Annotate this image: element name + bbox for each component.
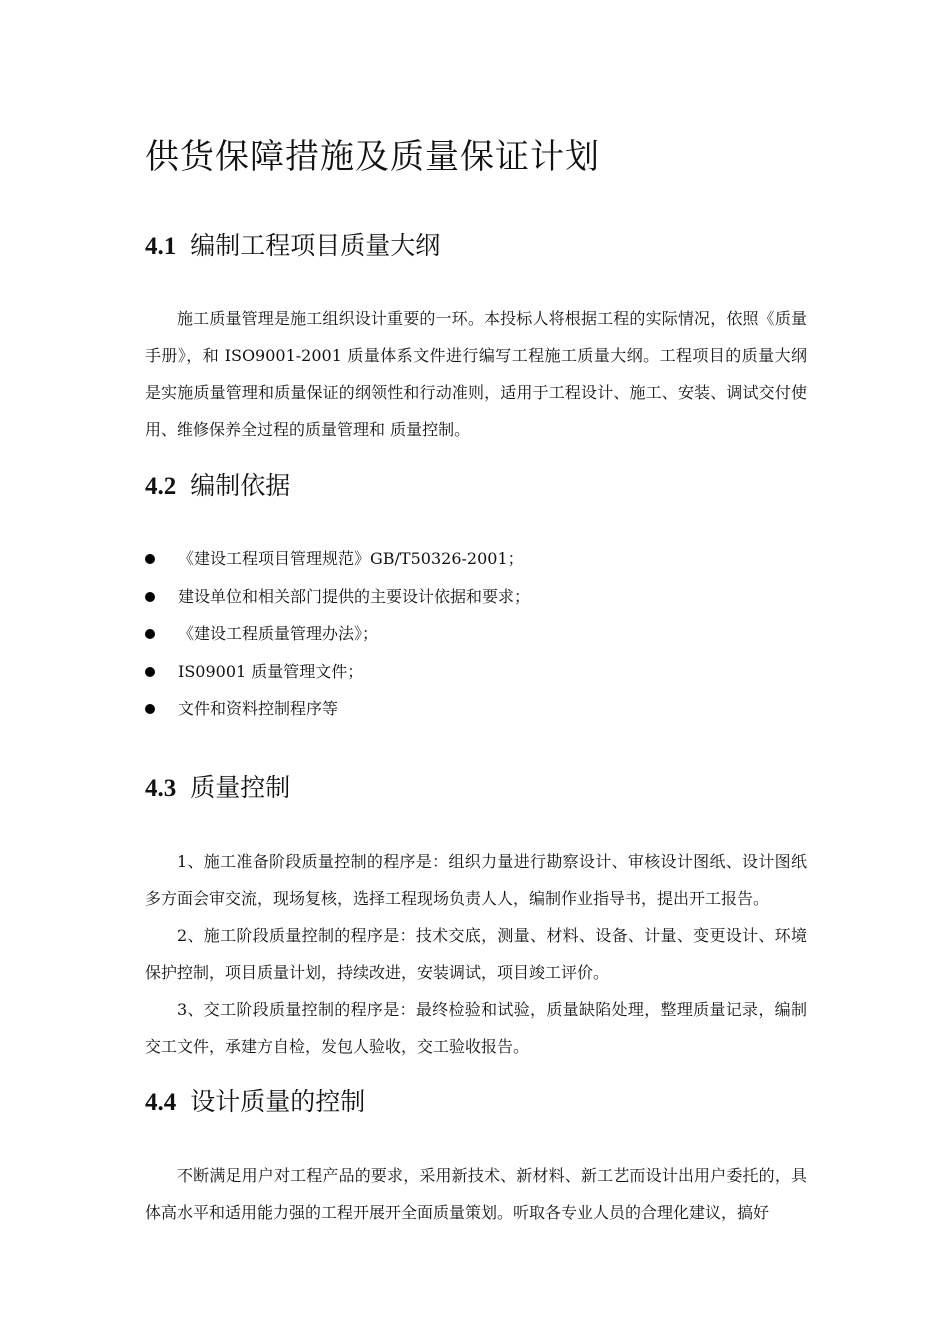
list-item-text: 《建设工程质量管理办法》； [178, 624, 379, 643]
list-item-text: 文件和资料控制程序等 [178, 699, 339, 718]
section-number: 4.3 [145, 775, 177, 802]
bullet-dot-icon [145, 667, 155, 677]
bullet-dot-icon [145, 704, 155, 714]
list-item-text: 建设单位和相关部门提供的主要设计依据和要求； [178, 586, 531, 606]
list-item [145, 615, 530, 653]
section-number: 4.1 [145, 233, 177, 260]
paragraph: 2、施工阶段质量控制的程序是：技术交底，测量、材料、设备、计量、变更设计、环境保护控制，项目质量计划，持续改进，安装调试，项目竣工评价。 [145, 926, 807, 982]
section-heading-4-3 [145, 770, 290, 807]
paragraph: 不断满足用户对工程产品的要求，采用新技术、新材料、新工艺而设计出用户委托的，具体高水平和适用能力强的工程开展开全面质量策划。听取各专业人员的合理化建议，搞好 [145, 1166, 807, 1222]
list-item [145, 540, 530, 578]
section-title: 编制依据 [190, 471, 291, 500]
section-heading-4-2 [145, 468, 290, 505]
paragraph: 1、施工准备阶段质量控制的程序是：组织力量进行勘察设计、审核设计图纸、设计图纸多方面会审交流，现场复核，选择工程现场负责人人，编制作业指导书，提出开工报告。 [145, 852, 807, 908]
section-number: 4.2 [145, 473, 177, 500]
document-title: 供货保障措施及质量保证计划 [145, 137, 600, 177]
section-title: 质量控制 [190, 773, 291, 802]
basis-bullet-list [145, 540, 530, 728]
bullet-dot-icon [145, 592, 155, 602]
paragraph: 3、交工阶段质量控制的程序是：最终检验和试验，质量缺陷处理，整理质量记录，编制交工文件，承建方自检，发包人验收，交工验收报告。 [145, 1000, 807, 1056]
section-title: 设计质量的控制 [190, 1087, 366, 1116]
section-number: 4.4 [145, 1089, 177, 1116]
section-heading-4-1 [145, 228, 440, 265]
section-title: 编制工程项目质量大纲 [190, 231, 441, 260]
bullet-dot-icon [145, 629, 155, 639]
list-item-text: 《建设工程项目管理规范》GB/T50326-2001； [178, 549, 524, 568]
list-item [145, 578, 530, 616]
bullet-dot-icon [145, 554, 155, 564]
section-heading-4-4 [145, 1084, 365, 1121]
list-item [145, 690, 530, 728]
paragraph: 施工质量管理是施工组织设计重要的一环。本投标人将根据工程的实际情况，依照《质量手册》，和 ISO9001-2001 质量体系文件进行编写工程施工质量大纲。工程项目的质量大纲是实施质量管理和质量保证的纲领性和行动准则，适用于工程设计、施工、安装、调试交付使用、维修保养全过程的质量管理和 质量控制。 [145, 309, 807, 439]
list-item [145, 653, 530, 691]
list-item-text: IS09001 质量管理文件； [178, 661, 364, 681]
